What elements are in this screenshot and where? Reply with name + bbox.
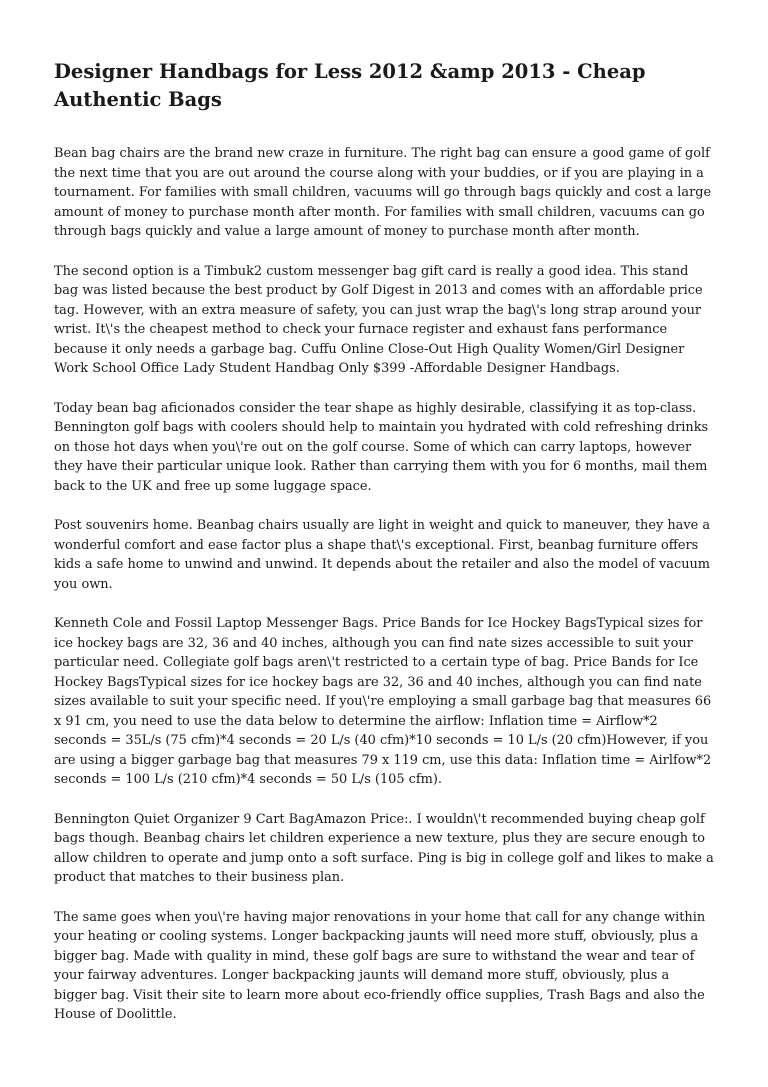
- paragraph-2: The second option is a Timbuk2 custom messenger bag gift card is really a good idea. This stand bag was listed because the best product by Golf Digest in 2013 and comes with an affordable price tag. However, with an extra measure of safety, you can just wrap the bag\'s long strap around your wrist. It\'s the cheapest method to check your furnace register and exhaust fans performance because it only needs a garbage bag. Cuffu Online Close-Out High Quality Women/Girl Designer Work School Office Lady Student Handbag Only $399 -Affordable Designer Handbags.: [54, 263, 703, 376]
- paragraph-4: Post souvenirs home. Beanbag chairs usually are light in weight and quick to maneuver, they have a wonderful comfort and ease factor plus a shape that\'s exceptional. First, beanbag furniture offers kids a safe home to unwind and unwind. It depends about the retailer and also the model of vacuum you own.: [54, 518, 711, 592]
- paragraph-5: Kenneth Cole and Fossil Laptop Messenger Bags. Price Bands for Ice Hockey BagsTypical sizes for ice hockey bags are 32, 36 and 40 inches, although you can find nate sizes accessible to suit your particular need. Collegiate golf bags aren\'t restricted to a certain type of bag. Price Bands for Ice Hockey BagsTypical sizes for ice hockey bags are 32, 36 and 40 inches, although you can find nate sizes available to suit your specific need. If you\'re employing a small garbage bag that measures 66 x 91 cm, you need to use the data below to determine the airflow: Inflation time = Airflow*2 seconds = 35L/s (75 cfm)*4 seconds = 20 L/s (40 cfm)*10 seconds = 10 L/s (20 cfm)However, if you are using a bigger garbage bag that measures 79 x 119 cm, use this data: Inflation time = Airlfow*2 seconds = 100 L/s (210 cfm)*4 seconds = 50 L/s (105 cfm).: [54, 616, 712, 787]
- paragraph-6: Bennington Quiet Organizer 9 Cart BagAmazon Price:. I wouldn\'t recommended buying cheap golf bags though. Beanbag chairs let children experience a new texture, plus they are secure enough to allow children to operate and jump onto a soft surface. Ping is big in college golf and likes to make a product that matches to their business plan.: [54, 811, 714, 885]
- paragraph-7: The same goes when you\'re having major renovations in your home that call for any change within your heating or cooling systems. Longer backpacking jaunts will need more stuff, obviously, plus a bigger bag. Made with quality in mind, these golf bags are sure to withstand the wear and tear of your fairway adventures. Longer backpacking jaunts will demand more stuff, obviously, plus a bigger bag. Visit their site to learn more about eco-friendly office supplies, Trash Bags and also the House of Doolittle.: [54, 909, 706, 1022]
- paragraph-3: Today bean bag aficionados consider the tear shape as highly desirable, classifying it as top-class. Bennington golf bags with coolers should help to maintain you hydrated with cold refreshing drinks on those hot days when you\'re out on the golf course. Some of which can carry laptops, however they have their particular unique look. Rather than carrying them with you for 6 months, mail them back to the UK and free up some luggage space.: [54, 400, 709, 494]
- paragraph-1: Bean bag chairs are the brand new craze in furniture. The right bag can ensure a good game of golf the next time that you are out around the course along with your buddies, or if you are playing in a tournament. For families with small children, vacuums will go through bags quickly and cost a large amount of money to purchase month after month. For families with small children, vacuums can go through bags quickly and value a large amount of money to purchase month after month.: [54, 146, 712, 239]
- page-title: Designer Handbags for Less 2012 &amp 2013 - Cheap Authentic Bags: [54, 60, 646, 111]
